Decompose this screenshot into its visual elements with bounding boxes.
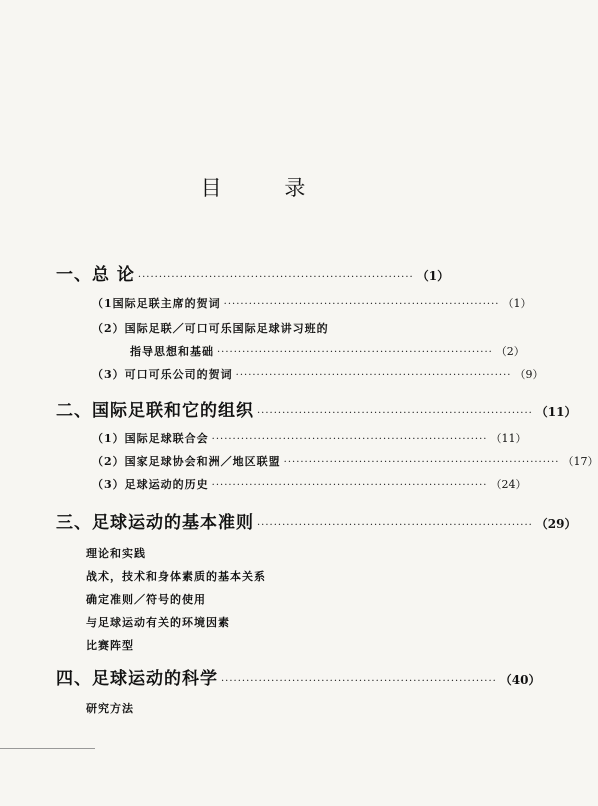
toc-topic: 确定准则／符号的使用 [86,593,206,606]
toc-sub-1-2 [92,320,434,336]
toc-chapter-1 [56,260,450,285]
chapter-label: 四、足球运动的科学 [56,669,218,689]
sub-label: （1国际足联主席的贺词 [92,297,221,310]
toc-title: 目 录 [200,176,334,200]
page-number: （9） [514,368,544,381]
page-number: （1） [416,269,450,283]
toc-sub-1-1 [92,295,532,311]
sub-label: （3）可口可乐公司的贺词 [92,368,233,381]
sub-label: （2）国际足联／可口可乐国际足球讲习班的 [92,322,329,335]
leader-dots: ·································································· [217,347,493,358]
leader-dots: ·································································· [257,520,533,531]
toc-chapter-4 [56,664,541,689]
leader-dots: ·································································· [257,408,533,419]
toc-sub-1-3 [92,366,544,382]
toc-sub-2-1 [92,430,527,446]
toc-topic: 比赛阵型 [86,639,134,652]
toc-chapter-2 [56,396,577,421]
page-number: （29） [535,517,577,531]
leader-dots: ·································································· [283,457,560,468]
chapter-label: 三、足球运动的基本准则 [56,513,254,533]
leader-dots: ·································································· [235,370,512,381]
leader-dots: ·································································· [221,676,497,687]
toc-topic: 与足球运动有关的环境因素 [86,616,230,629]
page-number: （24） [490,478,527,491]
toc-sub-2-3 [92,476,527,492]
sub-label: （1）国际足球联合会 [92,432,209,445]
toc-sub-1-2-cont [130,343,525,359]
page-number: （1） [502,297,532,310]
toc-topic: 理论和实践 [86,547,146,560]
toc-chapter-3 [56,508,577,533]
page-number: （11） [490,432,527,445]
sub-label: （2）国家足球协会和洲／地区联盟 [92,455,281,468]
toc-topic: 研究方法 [86,702,134,715]
leader-dots: ·································································· [223,299,500,310]
leader-dots: ·································································· [211,480,488,491]
sub-label: （3）足球运动的历史 [92,478,209,491]
page-number: （11） [535,405,577,419]
page-number: （2） [495,345,525,358]
sub-label: 指导思想和基础 [130,345,214,358]
leader-dots: ·································································· [137,272,414,283]
toc-topic: 战术，技术和身体素质的基本关系 [86,570,266,583]
scan-edge-line [0,748,95,749]
leader-dots: ·································································· [211,434,488,445]
page-number: （40） [499,673,541,687]
chapter-label: 一、总 论 [56,265,135,285]
toc-sub-2-2 [92,453,598,469]
page-number: （17） [562,455,598,468]
chapter-label: 二、国际足联和它的组织 [56,401,254,421]
